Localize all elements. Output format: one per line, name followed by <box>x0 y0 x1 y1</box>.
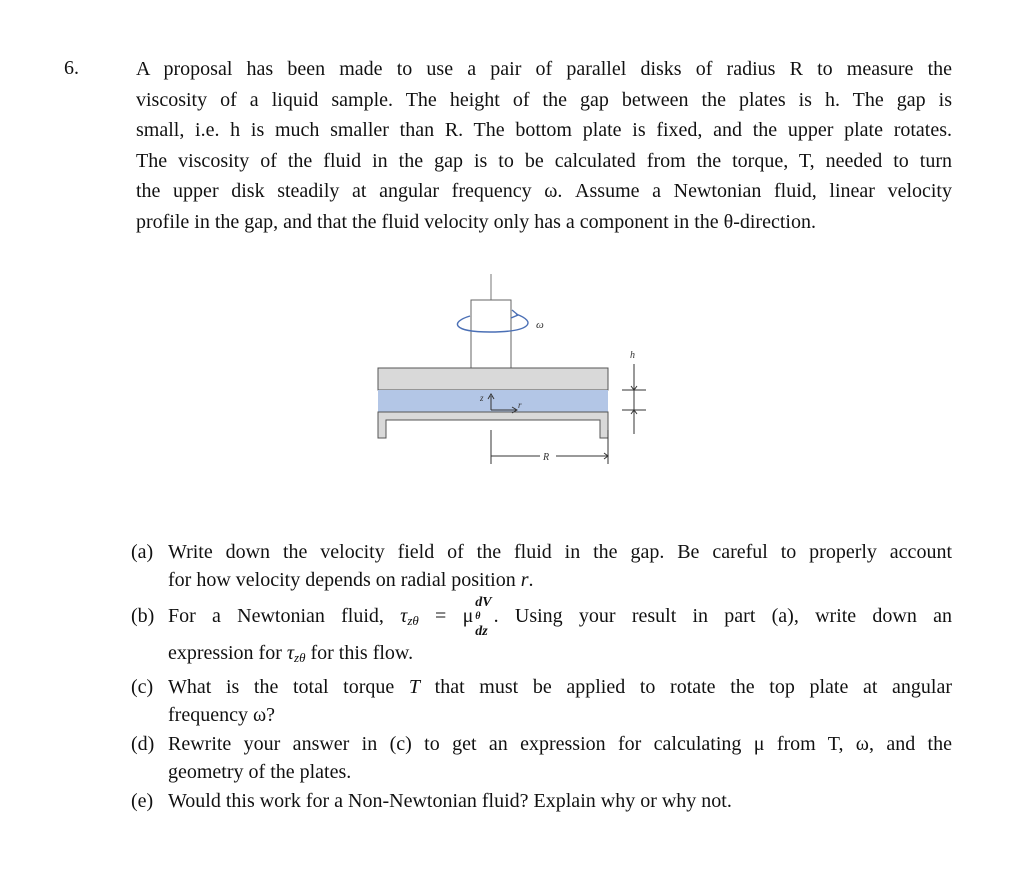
part-c <box>131 673 952 729</box>
fluid-gap <box>378 390 608 412</box>
part-e-line1: Would this work for a Non-Newtonian fluid? Explain why or why not. <box>168 790 732 813</box>
part-c-label: (c) <box>131 676 154 699</box>
part-e <box>131 787 952 815</box>
part-d-line2: geometry of the plates. <box>168 761 352 784</box>
r-axis-label: r <box>518 400 522 410</box>
part-d-line1: Rewrite your answer in (c) to get an expression for calculating μ from T, ω, and the <box>168 733 952 756</box>
radius-label: R <box>543 452 550 463</box>
statement-line: viscosity of a liquid sample. The height of the gap between the plates is h. The gap is <box>136 88 952 111</box>
part-a-label: (a) <box>131 541 154 563</box>
bottom-plate <box>378 412 608 438</box>
omega-label: ω <box>536 319 544 331</box>
part-d-label: (d) <box>131 733 155 756</box>
parallel-disk-figure <box>370 270 650 470</box>
upper-plate <box>378 368 608 390</box>
part-b-line1: For a Newtonian fluid, $\tau_{z\theta} = \mu$ dV θ dz . Using your result in part (a), write down an <box>168 595 952 639</box>
part-b-label: (b) <box>131 605 155 627</box>
problem-statement <box>136 54 952 237</box>
part-a-line2: for how velocity depends on radial position r. <box>168 569 534 591</box>
part-c-line1: What is the total torque T that must be applied to rotate the top plate at angular <box>168 676 952 699</box>
part-e-label: (e) <box>131 790 154 813</box>
statement-line: A proposal has been made to use a pair of parallel disks of radius R to measure the <box>136 58 952 80</box>
statement-line: the upper disk steadily at angular frequency ω. Assume a Newtonian fluid, linear velocity <box>136 180 952 202</box>
part-b-line2: expression for $\tau_{z\theta}$ for this flow. <box>168 642 414 666</box>
part-a <box>131 538 952 594</box>
rotation-arrowhead-icon <box>511 310 518 318</box>
part-a-line1: Write down the velocity field of the fluid in the gap. Be careful to properly account <box>168 541 952 563</box>
part-b <box>131 596 952 672</box>
gap-height-label: h <box>630 350 635 361</box>
velocity-gradient-fraction: dV θ dz <box>475 595 492 639</box>
statement-line: small, i.e. h is much smaller than R. The bottom plate is fixed, and the upper plate rotates. <box>136 119 952 141</box>
rotating-shaft <box>471 300 511 368</box>
statement-line: The viscosity of the fluid in the gap is to be calculated from the torque, T, needed to turn <box>136 149 952 172</box>
part-d <box>131 730 952 786</box>
part-c-line2: frequency ω? <box>168 704 275 727</box>
question-parts <box>131 538 952 815</box>
question-number: 6. <box>64 57 79 79</box>
statement-line: profile in the gap, and that the fluid velocity only has a component in the θ-direction. <box>136 210 816 233</box>
z-axis-label: z <box>480 393 484 403</box>
